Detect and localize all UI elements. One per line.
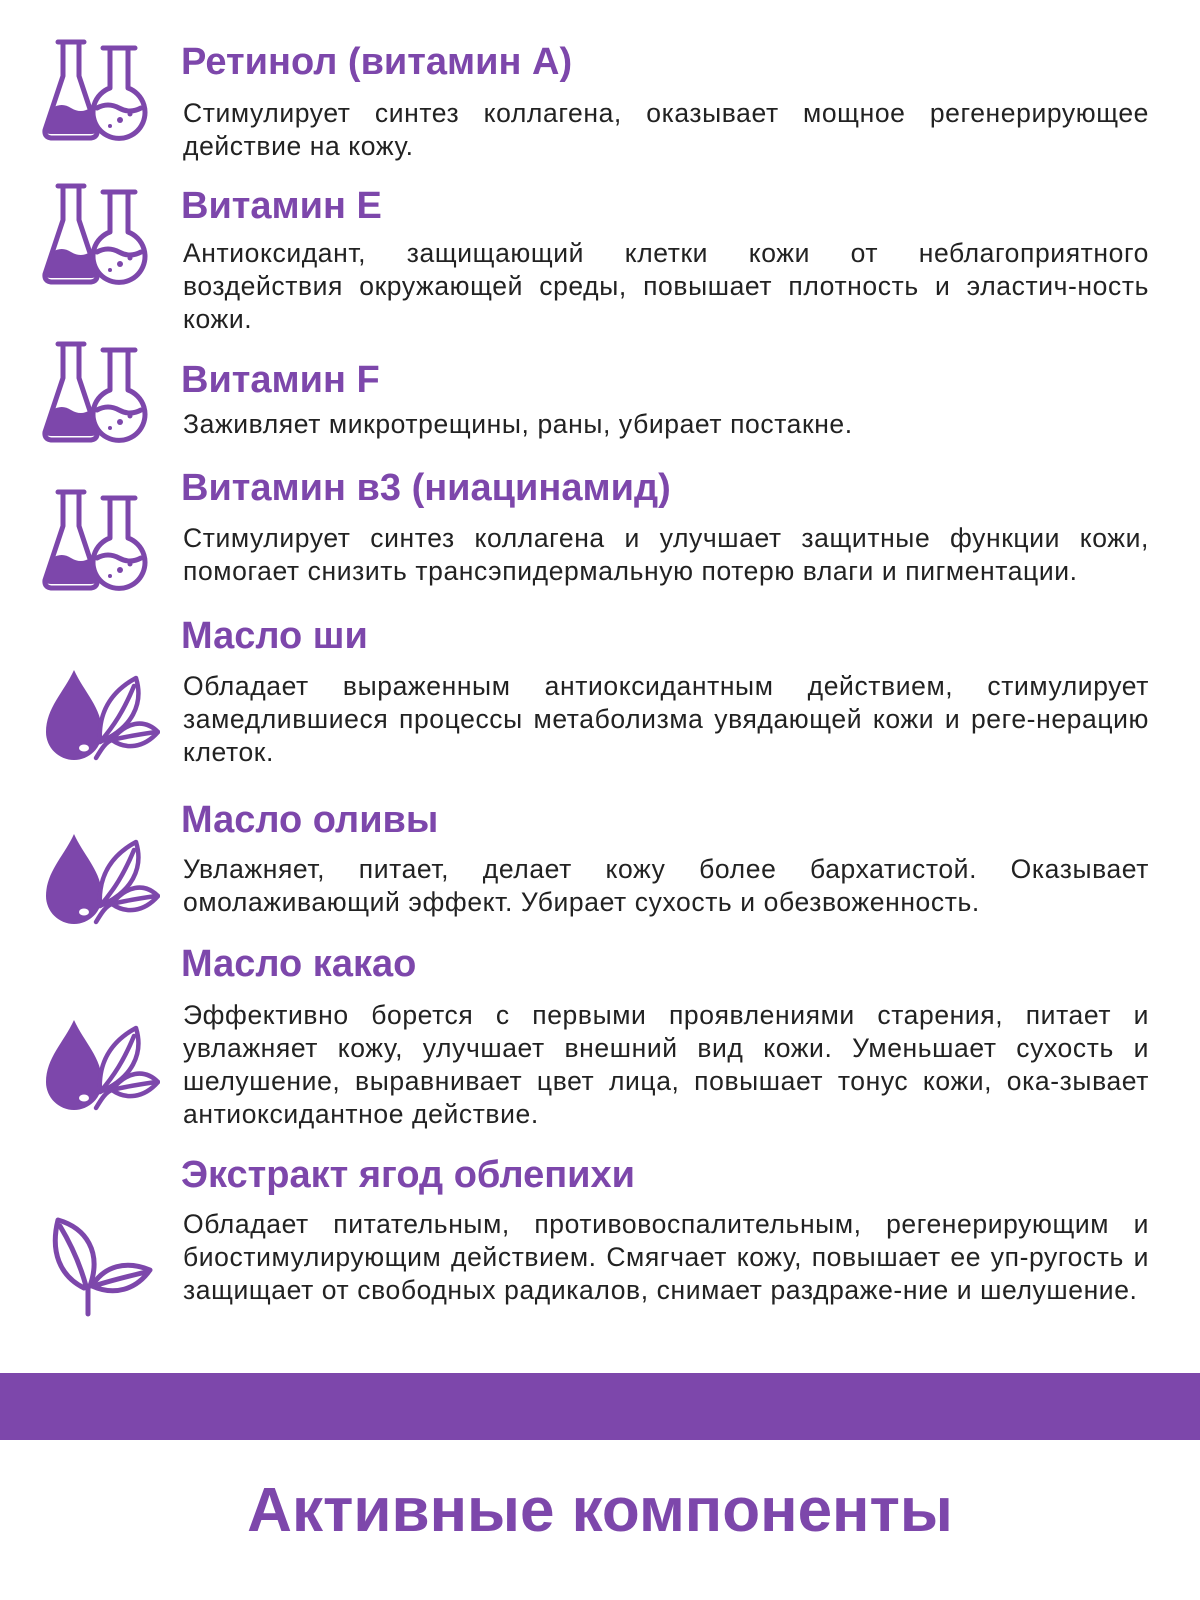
- ingredient-description: Увлажняет, питает, делает кожу более бархатистой. Оказывает омолаживающий эффект. Убирает сухость и обезвоженность.: [183, 854, 1149, 917]
- oil-drop-leaf-icon: [40, 652, 160, 772]
- lab-flasks-icon: [40, 340, 160, 460]
- ingredient-description: Стимулирует синтез коллагена и улучшает защитные функции кожи, помогает снизить трансэпидермальную потерю влаги и пигментации.: [183, 523, 1149, 586]
- ingredient-title: Витамин Е: [181, 185, 382, 227]
- oil-drop-leaf-icon: [40, 816, 160, 936]
- ingredient-title: Экстракт ягод облепихи: [181, 1154, 636, 1196]
- lab-flasks-icon: [40, 488, 160, 608]
- ingredient-description: Обладает питательным, противовоспалительным, регенерирующим и биостимулирующим действием. Смягчает кожу, повышает ее уп-ругость и защищает от свободных радикалов, снимает раздраже-ние и шелушение.: [183, 1209, 1149, 1305]
- leaf-sprout-icon: [40, 1198, 160, 1318]
- ingredient-title: Витамин F: [181, 359, 380, 401]
- ingredient-title: Масло оливы: [181, 799, 439, 841]
- lab-flasks-icon: [40, 38, 160, 158]
- ingredient-title: Масло ши: [181, 615, 368, 657]
- lab-flasks-icon: [40, 182, 160, 302]
- ingredient-title: Ретинол (витамин А): [181, 41, 573, 83]
- ingredient-description: Заживляет микротрещины, раны, убирает постакне.: [183, 409, 853, 439]
- ingredient-description: Антиоксидант, защищающий клетки кожи от неблагоприятного воздействия окружающей среды, повышает плотность и эластич-ность кожи.: [183, 238, 1149, 334]
- page-title: Активные компоненты: [247, 1476, 953, 1545]
- accent-band: [0, 1373, 1200, 1440]
- ingredient-title: Витамин в3 (ниацинамид): [181, 467, 671, 509]
- ingredient-description: Обладает выраженным антиоксидантным действием, стимулирует замедлившиеся процессы метаболизма увядающей кожи и реге-нерацию клеток.: [183, 671, 1149, 767]
- ingredient-description: Стимулирует синтез коллагена, оказывает мощное регенерирующее действие на кожу.: [183, 98, 1149, 161]
- ingredient-title: Масло какао: [181, 943, 417, 985]
- oil-drop-leaf-icon: [40, 1002, 160, 1122]
- ingredient-description: Эффективно борется с первыми проявлениями старения, питает и увлажняет кожу, улучшает внешний вид кожи. Уменьшает сухость и шелушение, выравнивает цвет лица, повышает тонус кожи, ока-зывает антиоксидантное действие.: [183, 1000, 1149, 1129]
